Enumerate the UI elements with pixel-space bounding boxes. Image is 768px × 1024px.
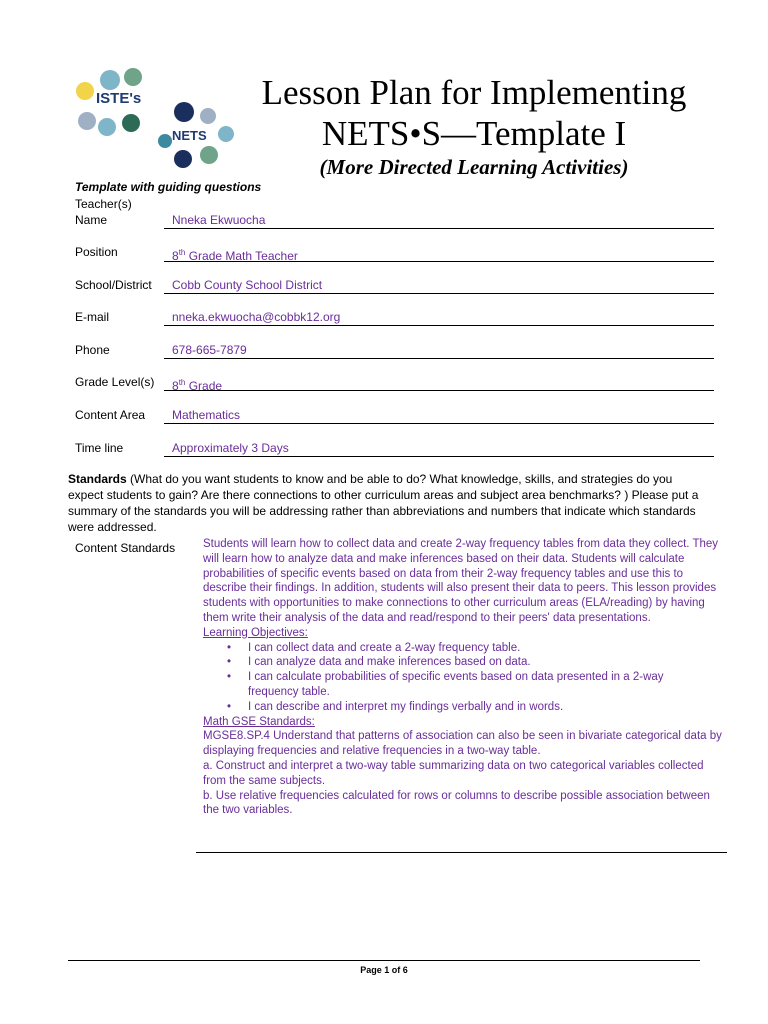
field-underline bbox=[164, 228, 714, 229]
field-underline bbox=[164, 390, 714, 391]
logo-dot bbox=[158, 134, 172, 148]
field-underline bbox=[164, 293, 714, 294]
gse-standard-text: MGSE8.SP.4 Understand that patterns of association can also be seen in bivariate categorical data by displaying frequencies and relative frequencies in a two-way table. bbox=[203, 730, 722, 758]
learning-objectives-list bbox=[203, 641, 723, 715]
logo-dot bbox=[124, 68, 142, 86]
page-title-line3: (More Directed Learning Activities) bbox=[319, 155, 629, 179]
gse-standards-heading: Math GSE Standards: bbox=[203, 715, 315, 728]
footer-divider bbox=[68, 960, 700, 961]
logo-text-nets: NETS bbox=[172, 128, 207, 143]
list-item bbox=[203, 670, 723, 700]
timeline-value: Approximately 3 Days bbox=[172, 441, 289, 455]
iste-nets-logo bbox=[74, 68, 238, 170]
field-underline bbox=[164, 423, 714, 424]
logo-dot bbox=[76, 82, 94, 100]
position-value-num: 8 bbox=[172, 249, 179, 263]
template-subtitle: Template with guiding questions bbox=[75, 180, 262, 194]
page-title-line1: Lesson Plan for Implementing bbox=[261, 73, 687, 112]
logo-dot bbox=[174, 102, 194, 122]
logo-dot bbox=[122, 114, 140, 132]
list-item bbox=[203, 655, 723, 670]
logo-dot bbox=[98, 118, 116, 136]
logo-dot bbox=[200, 108, 216, 124]
field-underline bbox=[164, 358, 714, 359]
email-value: nneka.ekwuocha@cobbk12.org bbox=[172, 310, 341, 324]
bullet-icon: • bbox=[227, 671, 232, 684]
grade-label: Grade Level(s) bbox=[75, 375, 155, 389]
logo-dot bbox=[174, 150, 192, 168]
list-item bbox=[203, 641, 723, 656]
teacher-label-top: Teacher(s) bbox=[75, 197, 132, 211]
content-standards-body bbox=[203, 537, 723, 818]
page-number: Page 1 of 6 bbox=[360, 965, 408, 975]
objective-text: I can describe and interpret my findings verbally and in words. bbox=[248, 700, 564, 713]
logo-dot bbox=[100, 70, 120, 90]
grade-value-sup: th bbox=[178, 378, 186, 387]
field-underline bbox=[164, 456, 714, 457]
bullet-icon: • bbox=[227, 700, 232, 713]
logo-dot bbox=[218, 126, 234, 142]
page-title-line2: NETS•S—Template I bbox=[321, 114, 627, 153]
bullet-icon: • bbox=[227, 641, 232, 654]
position-label: Position bbox=[75, 245, 118, 259]
timeline-label: Time line bbox=[75, 441, 124, 455]
learning-objectives-heading: Learning Objectives: bbox=[203, 626, 308, 639]
grade-value-rest: Grade bbox=[185, 379, 223, 393]
logo-dot bbox=[200, 146, 218, 164]
objective-text: I can analyze data and make inferences based on data. bbox=[248, 656, 531, 669]
gse-standard-a: a. Construct and interpret a two-way table summarizing data on two categorical variables collected from the same subjects. bbox=[203, 759, 704, 787]
content-standards-label: Content Standards bbox=[75, 541, 176, 555]
standards-text: (What do you want students to know and be able to do? What knowledge, skills, and strategies do you expect students to gain? Are there connections to other curriculum areas and subject area benchmarks? ) Please put a summary of the standards you will be addressing rather than abbreviations and numbers that indicate which standards were addressed. bbox=[68, 472, 699, 534]
email-label: E-mail bbox=[75, 310, 110, 324]
position-value-rest: Grade Math Teacher bbox=[185, 249, 298, 263]
phone-value: 678-665-7879 bbox=[172, 343, 247, 357]
field-underline bbox=[164, 325, 714, 326]
school-value: Cobb County School District bbox=[172, 278, 323, 292]
school-label: School/District bbox=[75, 278, 152, 292]
objective-text: I can collect data and create a 2-way frequency table. bbox=[248, 641, 521, 654]
grade-value bbox=[172, 375, 222, 394]
position-value-sup: th bbox=[178, 248, 186, 257]
teacher-value: Nneka Ekwuocha bbox=[172, 213, 266, 227]
content-area-value: Mathematics bbox=[172, 408, 241, 422]
teacher-label: Name bbox=[75, 213, 108, 227]
section-divider bbox=[196, 852, 727, 853]
list-item bbox=[203, 700, 723, 715]
standards-heading: Standards bbox=[68, 472, 127, 486]
content-area-label: Content Area bbox=[75, 408, 146, 422]
phone-label: Phone bbox=[75, 343, 110, 357]
logo-text-iste: ISTE's bbox=[96, 90, 142, 107]
standards-intro bbox=[68, 471, 708, 535]
gse-standard-b: b. Use relative frequencies calculated for rows or columns to describe possible association between the two variables. bbox=[203, 789, 710, 817]
field-underline bbox=[164, 261, 714, 262]
bullet-icon: • bbox=[227, 656, 232, 669]
objective-text: I can calculate probabilities of specific events based on data presented in a 2-way frequency table. bbox=[248, 671, 664, 698]
logo-dot bbox=[78, 112, 96, 130]
grade-value-num: 8 bbox=[172, 379, 179, 393]
content-standards-text: Students will learn how to collect data and create 2-way frequency tables from data they collect. They will learn how to analyze data and make inferences based on their data. Students will calculate probabilities of specific events based on data from their 2-way frequency tables and use this to describe their findings. In addition, students will also present their data to peers. This lesson provides students with opportunities to make connections to other curriculum areas (ELA/reading) by having them write their analysis of the data and read/respond to their peers' data presentations. bbox=[203, 538, 719, 624]
